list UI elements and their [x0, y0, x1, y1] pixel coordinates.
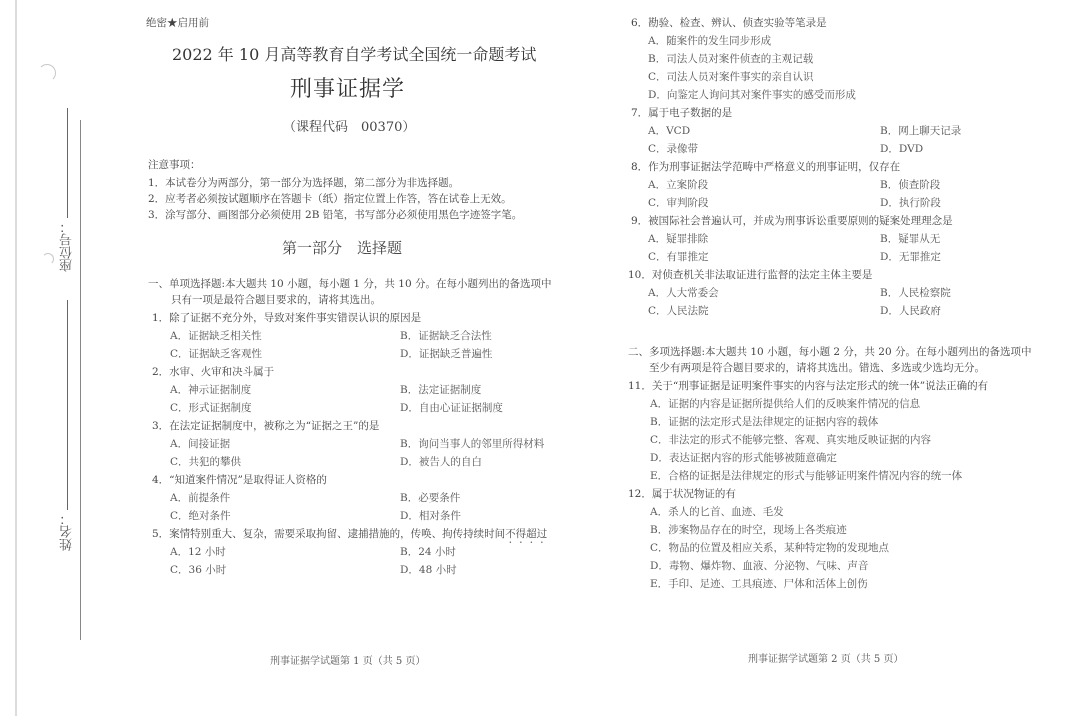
binding-edge-line — [15, 0, 17, 716]
option: D．毒物、爆炸物、血液、分泌物、气味、声音 — [650, 560, 869, 572]
option: A．12 小时 — [170, 546, 226, 558]
option: D．无罪推定 — [880, 251, 941, 263]
question-stem: 9．被国际社会普遍认可，并成为刑事诉讼重要原则的疑案处理理念是 — [631, 215, 953, 227]
option: B．疑罪从无 — [880, 233, 941, 245]
option: A．神示证据制度 — [170, 384, 252, 396]
option: D．被告人的自白 — [400, 456, 482, 468]
option: B．询问当事人的邻里所得材料 — [400, 438, 545, 450]
question-stem: 8．作为刑事证据法学范畴中严格意义的刑事证明，仅存在 — [631, 161, 901, 173]
name-blank[interactable] — [67, 300, 68, 510]
option: D．自由心证证据制度 — [400, 402, 503, 414]
exam-title: 2022 年 10 月高等教育自学考试全国统一命题考试 — [172, 45, 537, 64]
notice-item: 2．应考者必须按试题顺序在答题卡（纸）指定位置上作答，答在试卷上无效。 — [148, 193, 512, 205]
seat-number-label: 座位号： — [60, 220, 75, 272]
question-stem: 2．水审、火审和决斗属于 — [152, 366, 275, 378]
option: A．杀人的匕首、血迹、毛发 — [650, 506, 784, 518]
option: D．人民政府 — [880, 305, 941, 317]
emphasized-text: 不得超过 — [505, 528, 548, 540]
binding-hole-mark — [42, 253, 54, 265]
option: B．人民检察院 — [880, 287, 951, 299]
option: C．共犯的攀供 — [170, 456, 242, 468]
option: E．手印、足迹、工具痕迹、尸体和活体上创伤 — [650, 578, 868, 590]
option: C．录像带 — [648, 143, 699, 155]
option: C．物品的位置及相应关系，某种特定物的发现地点 — [650, 542, 890, 554]
question-stem: 6．勘验、检查、辨认、侦查实验等笔录是 — [631, 17, 827, 29]
option: A．人大常委会 — [648, 287, 719, 299]
option: A．证据的内容是证据所提供给人们的反映案件情况的信息 — [650, 398, 921, 410]
option: C．形式证据制度 — [170, 402, 252, 414]
option: A．VCD — [648, 125, 691, 137]
question-stem: 4．“知道案件情况”是取得证人资格的 — [152, 474, 327, 486]
option: A．疑罪排除 — [648, 233, 709, 245]
option: C．36 小时 — [170, 564, 227, 576]
option: B．司法人员对案件侦查的主观记载 — [648, 53, 814, 65]
option: B．网上聊天记录 — [880, 125, 962, 137]
page-footer: 刑事证据学试题第 1 页（共 5 页） — [270, 656, 426, 667]
section-instructions: 一、单项选择题:本大题共 10 小题，每小题 1 分，共 10 分。在每小题列出的备选项中 — [148, 278, 552, 290]
question-stem: 3．在法定证据制度中，被称之为“证据之王”的是 — [152, 420, 380, 432]
option: A．证据缺乏相关性 — [170, 330, 262, 342]
option: D．证据缺乏普遍性 — [400, 348, 493, 360]
option: A．间接证据 — [170, 438, 231, 450]
notice-item: 1．本试卷分为两部分，第一部分为选择题，第二部分为非选择题。 — [148, 177, 460, 189]
section-instructions: 二、多项选择题:本大题共 10 小题，每小题 2 分，共 20 分。在每小题列出的备选项中 — [628, 346, 1032, 358]
question-stem: 10．对侦查机关非法取证进行监督的法定主体主要是 — [628, 269, 873, 281]
option: D．相对条件 — [400, 510, 461, 522]
question-stem: 12．属于状况物证的有 — [628, 488, 736, 500]
option: B．证据缺乏合法性 — [400, 330, 492, 342]
binding-hole-mark — [38, 64, 56, 82]
confidential-mark: 绝密★启用前 — [146, 17, 209, 29]
option: D．向鉴定人询问其对案件事实的感受而形成 — [648, 89, 856, 101]
section-instructions: 只有一项是最符合题目要求的，请将其选出。 — [171, 294, 381, 306]
course-code: （课程代码 00370） — [283, 120, 416, 135]
option: B．24 小时 — [400, 546, 456, 558]
binding-cut-line — [80, 120, 81, 640]
option: C．有罪推定 — [648, 251, 709, 263]
section-instructions: 至少有两项是符合题目要求的，请将其选出。错选、多选或少选均无分。 — [649, 362, 985, 374]
option: B．侦查阶段 — [880, 179, 941, 191]
option: B．必要条件 — [400, 492, 461, 504]
option: D．48 小时 — [400, 564, 457, 576]
option: D．DVD — [880, 143, 924, 155]
option: C．审判阶段 — [648, 197, 709, 209]
name-label: 姓名： — [60, 512, 75, 551]
option: D．表达证据内容的形式能够被随意确定 — [650, 452, 837, 464]
question-stem: 11．关于“刑事证据是证明案件事实的内容与法定形式的统一体”说法正确的有 — [628, 380, 989, 392]
option: B．证据的法定形式是法律规定的证据内容的载体 — [650, 416, 879, 428]
option: C．绝对条件 — [170, 510, 231, 522]
option: E．合格的证据是法律规定的形式与能够证明案件情况内容的统一体 — [650, 470, 963, 482]
question-stem — [152, 526, 547, 546]
seat-number-blank[interactable] — [67, 108, 68, 218]
question-stem: 1．除了证据不充分外，导致对案件事实错误认识的原因是 — [152, 312, 422, 324]
option: B．法定证据制度 — [400, 384, 482, 396]
option: C．人民法院 — [648, 305, 709, 317]
option: C．非法定的形式不能够完整、客观、真实地反映证据的内容 — [650, 434, 932, 446]
option: C．证据缺乏客观性 — [170, 348, 263, 360]
option: A．前提条件 — [170, 492, 231, 504]
option: A．随案件的发生同步形成 — [648, 35, 772, 47]
option: A．立案阶段 — [648, 179, 709, 191]
subject-title: 刑事证据学 — [290, 77, 406, 102]
question-stem: 7．属于电子数据的是 — [631, 107, 733, 119]
page-footer: 刑事证据学试题第 2 页（共 5 页） — [748, 654, 904, 665]
option: B．涉案物品存在的时空，现场上各类痕迹 — [650, 524, 847, 536]
question-stem-text: 5．案情特别重大、复杂，需要采取拘留、逮捕措施的，传唤、拘传持续时间 — [152, 528, 506, 540]
notice-heading: 注意事项： — [148, 159, 201, 171]
notice-item: 3．涂写部分、画图部分必须使用 2B 铅笔，书写部分必须使用黑色字迹签字笔。 — [148, 209, 523, 221]
option: C．司法人员对案件事实的亲自认识 — [648, 71, 814, 83]
option: D．执行阶段 — [880, 197, 941, 209]
part-title: 第一部分 选择题 — [282, 239, 403, 257]
